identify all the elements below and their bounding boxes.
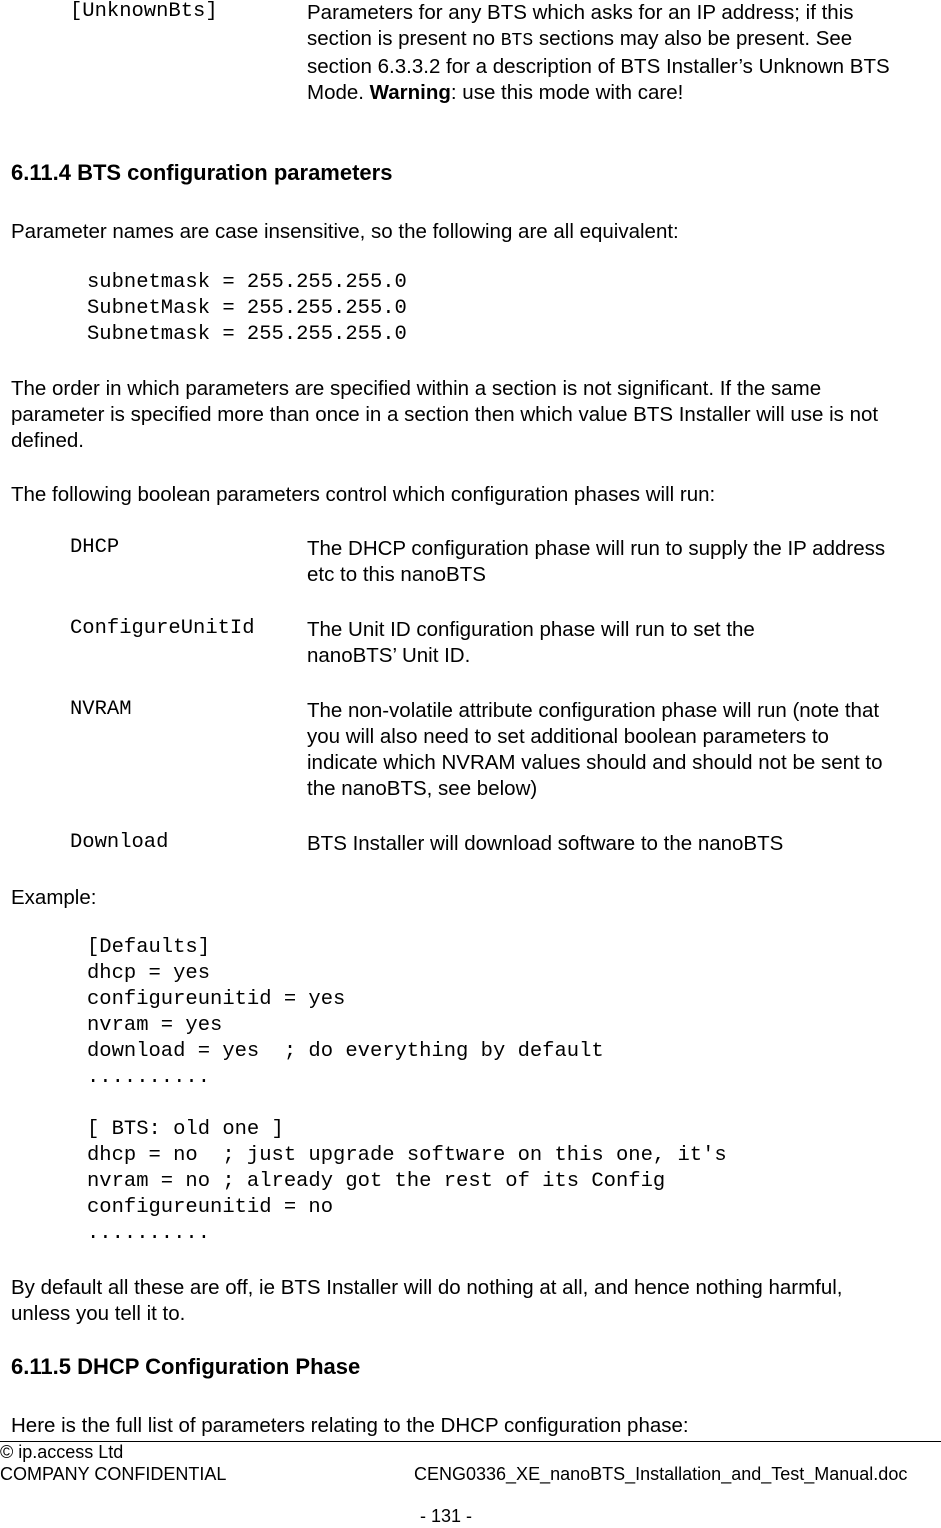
unknown-bts-desc-part-b: sections may also be present. See section 6.3.3.2 for a description of BTS Installer’s Unknown BTS Mode. <box>307 27 890 104</box>
example-label: Example: <box>11 886 97 909</box>
example-code-line: [Defaults] <box>87 936 211 959</box>
unknown-bts-desc-code: BTS <box>500 31 534 51</box>
section-heading-6-11-4: 6.11.4 BTS configuration parameters <box>11 160 393 185</box>
default-off-paragraph: By default all these are off, ie BTS Installer will do nothing at all, and hence nothing harmful, unless you tell it to. <box>11 1276 843 1325</box>
unknown-bts-term: [UnknownBts] <box>70 0 218 23</box>
page-number: - 131 - <box>420 1506 473 1526</box>
case-insensitive-intro: Parameter names are case insensitive, so the following are all equivalent: <box>11 220 679 243</box>
warning-label: Warning <box>369 81 451 104</box>
example-code-line: nvram = no ; already got the rest of its Config <box>87 1170 666 1193</box>
example-code-line: dhcp = yes <box>87 962 211 985</box>
example-code-line: .......... <box>87 1066 211 1089</box>
code-example-line: Subnetmask = 255.255.255.0 <box>87 323 407 346</box>
param-desc-configureunitid: The Unit ID configuration phase will run to set the nanoBTS’ Unit ID. <box>307 618 755 667</box>
param-desc-download: BTS Installer will download software to the nanoBTS <box>307 832 784 855</box>
code-example-line: SubnetMask = 255.255.255.0 <box>87 297 407 320</box>
example-code-line: nvram = yes <box>87 1014 223 1037</box>
param-term-nvram: NVRAM <box>70 698 132 721</box>
param-term-download: Download <box>70 831 169 854</box>
order-paragraph: The order in which parameters are specified within a section is not significant. If the same parameter is specified more than once in a section then which value BTS Installer will use is not defined. <box>11 377 879 452</box>
param-term-configureunitid: ConfigureUnitId <box>70 617 255 640</box>
unknown-bts-description <box>307 0 897 106</box>
footer-confidential: COMPANY CONFIDENTIAL <box>0 1464 227 1484</box>
param-term-dhcp: DHCP <box>70 536 120 559</box>
code-example-line: subnetmask = 255.255.255.0 <box>87 271 407 294</box>
unknown-bts-desc-part-c: : use this mode with care! <box>450 81 684 104</box>
example-code-line: download = yes ; do everything by default <box>87 1040 604 1063</box>
example-code-line: dhcp = no ; just upgrade software on this one, it's <box>87 1144 727 1167</box>
example-code-line: configureunitid = no <box>87 1196 334 1219</box>
footer-filename: CENG0336_XE_nanoBTS_Installation_and_Test_Manual.doc <box>414 1464 908 1484</box>
boolean-params-intro: The following boolean parameters control which configuration phases will run: <box>11 483 716 506</box>
example-code-line: .......... <box>87 1222 211 1245</box>
dhcp-phase-intro: Here is the full list of parameters relating to the DHCP configuration phase: <box>11 1414 689 1437</box>
param-desc-nvram: The non-volatile attribute configuration phase will run (note that you will also need to set additional boolean parameters to indicate which NVRAM values should and should not be sent to the nanoBTS, see below) <box>307 699 883 800</box>
unknown-bts-desc-part-a: Parameters for any BTS which asks for an IP address; if this section is present no <box>307 1 854 50</box>
footer-divider <box>0 1441 941 1442</box>
example-code-line: [ BTS: old one ] <box>87 1118 284 1141</box>
footer-copyright: © ip.access Ltd <box>0 1442 124 1462</box>
section-heading-6-11-5: 6.11.5 DHCP Configuration Phase <box>11 1354 361 1379</box>
param-desc-dhcp: The DHCP configuration phase will run to supply the IP address etc to this nanoBTS <box>307 537 886 586</box>
example-code-line: configureunitid = yes <box>87 988 346 1011</box>
